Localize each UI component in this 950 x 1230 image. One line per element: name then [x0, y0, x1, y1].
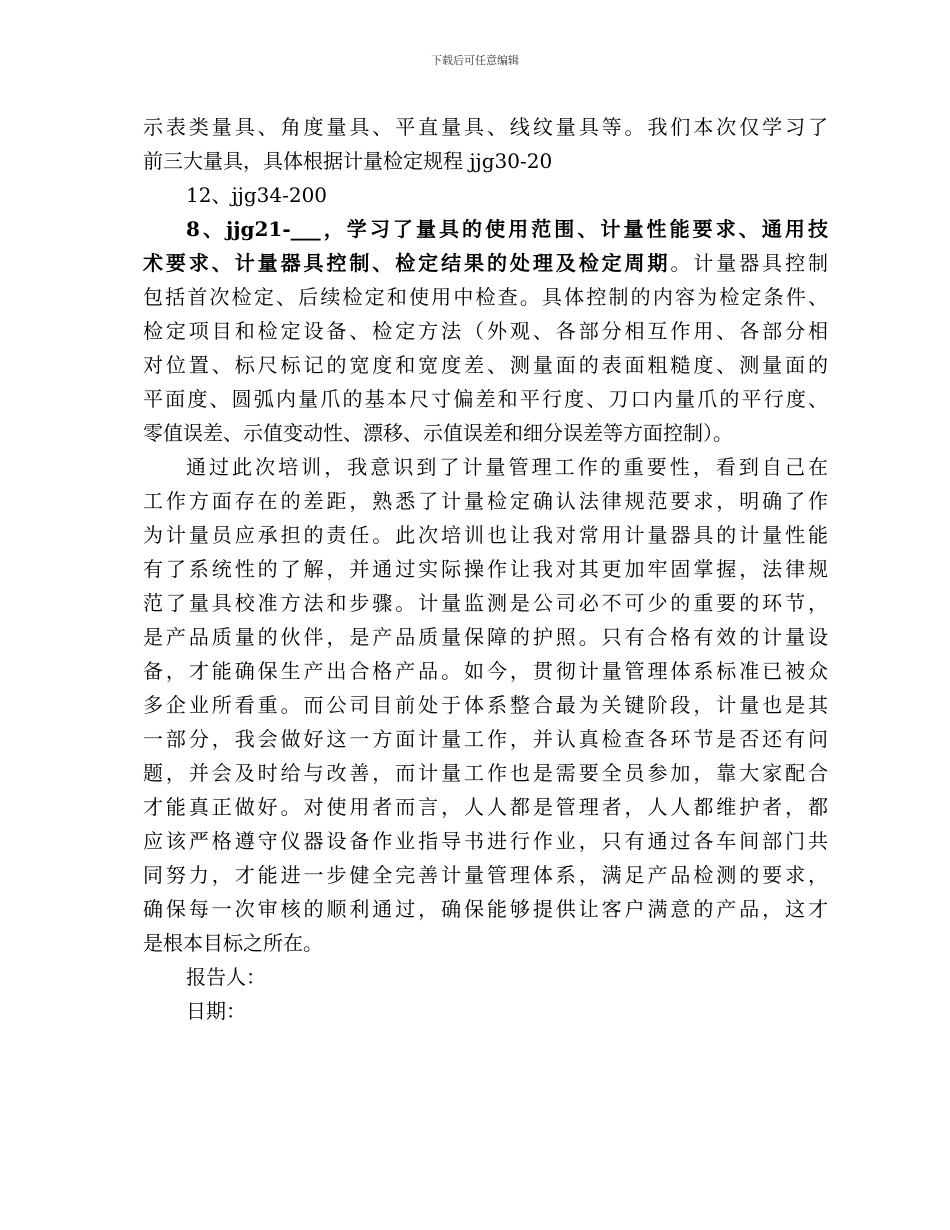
text-line: 同努力，才能进一步健全完善计量管理体系，满足产品检测的要求，: [143, 863, 828, 887]
page-header: 下载后可任意编辑: [431, 54, 519, 67]
text-line: 是产品质量的伙伴，是产品质量保障的护照。只有合格有效的计量设: [143, 625, 828, 649]
text-line: 应该严格遵守仪器设备作业指导书进行作业，只有通过各车间部门共: [143, 829, 828, 853]
text-line: 一部分，我会做好这一方面计量工作，并认真检查各环节是否还有问: [143, 727, 828, 751]
text-line: 才能真正做好。对使用者而言，人人都是管理者，人人都维护者，都: [143, 795, 828, 819]
text-line: 12、jjg34-200: [186, 183, 328, 207]
text-line: 通过此次培训，我意识到了计量管理工作的重要性，看到自己在: [186, 455, 828, 479]
text-line: 平面度、圆弧内量爪的基本尺寸偏差和平行度、刀口内量爪的平行度、: [143, 387, 828, 411]
text-line: 对位置、标尺标记的宽度和宽度差、测量面的表面粗糙度、测量面的: [143, 353, 828, 377]
text-line: 检定项目和检定设备、检定方法（外观、各部分相互作用、各部分相: [143, 319, 828, 343]
signature-block: [143, 960, 828, 1028]
paragraph-1: [143, 110, 828, 178]
bold-text-line: 8、jjg21-___，学习了量具的使用范围、计量性能要求、通用技: [186, 217, 828, 241]
paragraph-2: [143, 178, 828, 212]
mixed-text-line: [143, 246, 828, 280]
text-line: 题，并会及时给与改善，而计量工作也是需要全员参加，靠大家配合: [143, 761, 828, 785]
text-line: 为计量员应承担的责任。此次培训也让我对常用计量器具的计量性能: [143, 523, 828, 547]
paragraph-3: [143, 212, 828, 450]
text-line: 备，才能确保生产出合格产品。如今，贯彻计量管理体系标准已被众: [143, 659, 828, 683]
paragraph-4: [143, 450, 828, 960]
text-line: 示表类量具、角度量具、平直量具、线纹量具等。我们本次仅学习了: [143, 115, 828, 139]
reporter-label: 报告人：: [186, 965, 266, 989]
document-body: [143, 110, 828, 1028]
text-line: 有了系统性的了解，并通过实际操作让我对其更加牢固掌握，法律规: [143, 557, 828, 581]
text-line: 工作方面存在的差距，熟悉了计量检定确认法律规范要求，明确了作: [143, 489, 828, 513]
date-label: 日期：: [186, 999, 246, 1023]
text-line: 确保每一次审核的顺利通过，确保能够提供让客户满意的产品，这才: [143, 897, 828, 921]
text-line: 范了量具校准方法和步骤。计量监测是公司必不可少的重要的环节，: [143, 591, 828, 615]
bold-text-fragment: 术要求、计量器具控制、检定结果的处理及检定周期: [143, 251, 671, 275]
text-fragment: 。计量器具控制: [670, 251, 829, 275]
text-line: 前三大量具，具体根据计量检定规程 jjg30-20: [143, 149, 553, 173]
text-line: 多企业所看重。而公司目前处于体系整合最为关键阶段，计量也是其: [143, 693, 828, 717]
text-line: 是根本目标之所在。: [143, 931, 323, 955]
text-line: 包括首次检定、后续检定和使用中检查。具体控制的内容为检定条件、: [143, 285, 828, 309]
text-line: 零值误差、示值变动性、漂移、示值误差和细分误差等方面控制）。: [143, 421, 733, 445]
